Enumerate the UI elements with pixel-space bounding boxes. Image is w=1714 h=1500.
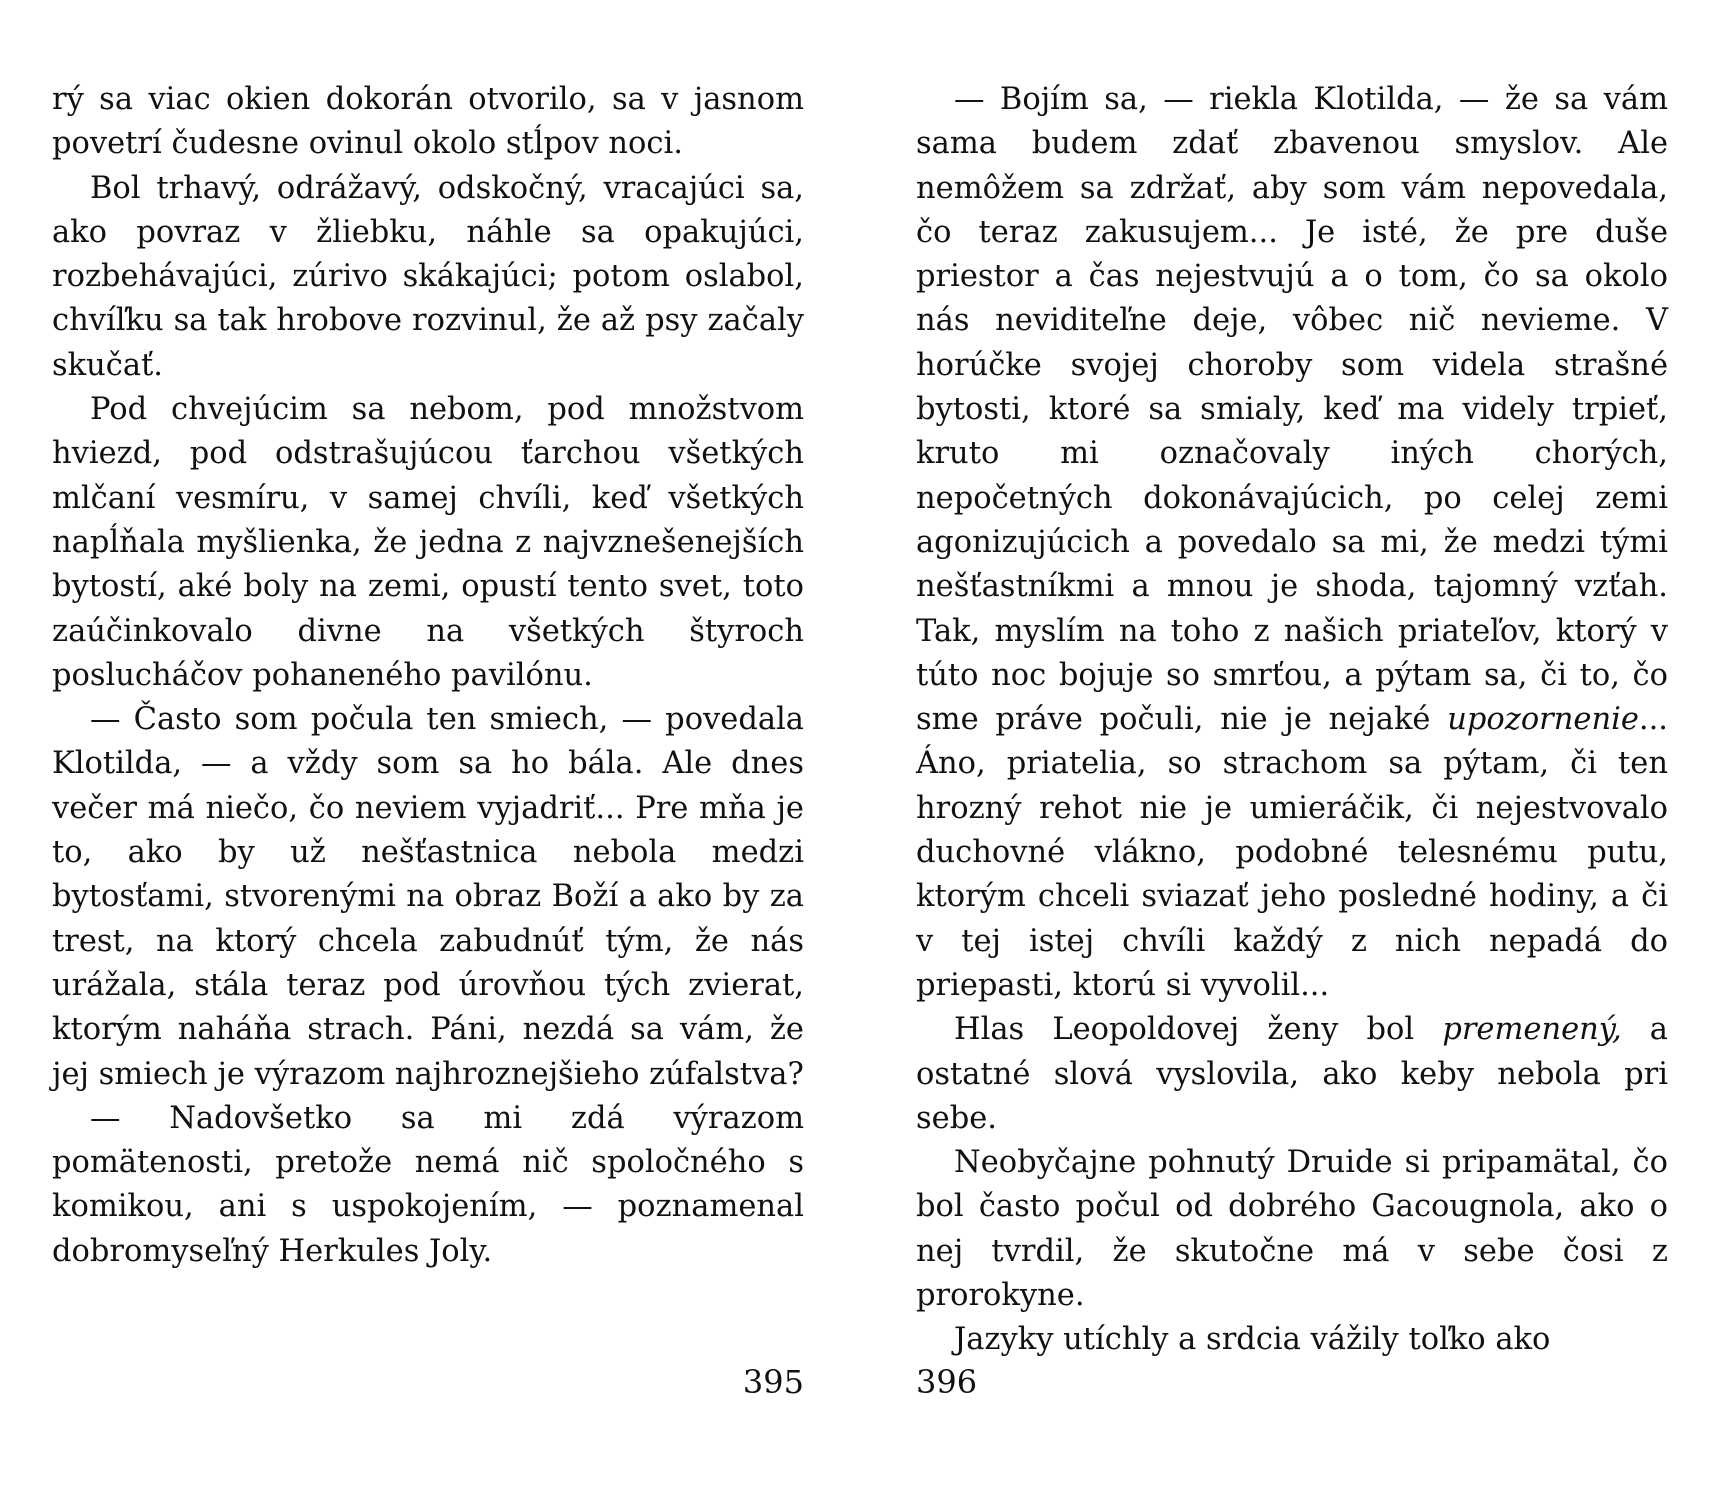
paragraph: — Často som počula ten smiech, — povedala Klotilda, — a vždy som sa ho bála. Ale dnes večer má niečo, čo neviem vyjadriť... Pre mňa je to, ako by už nešťastnica nebola medzi bytosťami, stvorenými na obraz Boží a ako by za trest, na ktorý chcela zabudnúť tým, že nás urážala, stála teraz pod úrovňou tých zvierat, ktorým naháňa strach. Páni, nezdá sa vám, že jej smiech je výrazom najhroznejšieho zúfalstva? <box>52 702 804 1092</box>
paragraph-text: Hlas Leopoldovej ženy bol <box>954 1012 1415 1048</box>
right-page <box>916 78 1668 1488</box>
page-number: 396 <box>916 1363 978 1401</box>
paragraph: rý sa viac okien dokorán otvorilo, sa v jasnom povetrí čudesne ovinul okolo stĺpov noci. <box>52 82 804 162</box>
paragraph: Jazyky utíchly a srdcia vážily toľko ako <box>954 1322 1551 1358</box>
paragraph: Bol trhavý, odrážavý, odskočný, vracajúci sa, ako povraz v žliebku, náhle sa opakujúci, rozbehávajúci, zúrivo skákajúci; potom oslabol, chvíľku sa tak hrobove rozvinul, že až psy začaly skučať. <box>52 170 804 383</box>
paragraph: Neobyčajne pohnutý Druide si pripamätal, čo bol často počul od dobrého Gacougnola, ako o nej tvrdil, že skutočne má v sebe čosi z prorokyne. <box>916 1145 1668 1314</box>
italic-emphasis: upozornenie <box>1447 702 1639 738</box>
paragraph-text: ... Áno, priatelia, so strachom sa pýtam, či ten hrozný rehot nie je umieráčik, či nejestvovalo duchovné vlákno, podobné telesnému putu, ktorým chceli sviazať jeho posledné hodiny, a či v tej istej chvíli každý z nich nepadá do priepasti, ktorú si vyvolil... <box>916 702 1668 1003</box>
paragraph: Pod chvejúcim sa nebom, pod množstvom hviezd, pod odstrašujúcou ťarchou všetkých mlčaní vesmíru, v samej chvíli, keď všetkých napĺňala myšlienka, že jedna z najvznešenejších bytostí, aké boly na zemi, opustí tento svet, toto zaúčinkovalo divne na všetkých štyroch poslucháčov pohaneného pavilónu. <box>52 392 804 693</box>
paragraph-text: a ostatné slová vyslovila, ako keby nebola pri sebe. <box>916 1012 1668 1136</box>
page-number: 395 <box>742 1363 804 1401</box>
left-page-text <box>52 78 804 1274</box>
italic-emphasis: premenený, <box>1442 1012 1622 1048</box>
paragraph <box>916 78 1668 1008</box>
paragraph-text: — Bojím sa, — riekla Klotilda, — že sa vám sama budem zdať zbavenou smyslov. Ale nemôžem sa zdržať, aby som vám nepovedala, čo teraz zakusujem... Je isté, že pre duše priestor a čas nejestvujú a o tom, čo sa okolo nás neviditeľne deje, vôbec nič nevieme. V horúčke svojej choroby som videla strašné bytosti, ktoré sa smialy, keď ma videly trpieť, kruto mi označovaly iných chorých, nepočetných dokonávajúcich, po celej zemi agonizujúcich a povedalo sa mi, že medzi tými nešťastníkmi a mnou je shoda, tajomný vzťah. Tak, myslím na toho z našich priateľov, ktorý v túto noc bojuje so smrťou, a pýtam sa, či to, čo sme práve počuli, nie je nejaké <box>916 82 1668 738</box>
right-page-text <box>916 78 1668 1363</box>
paragraph: — Nadovšetko sa mi zdá výrazom pomätenosti, pretože nemá nič spoločného s komikou, ani s uspokojením, — poznamenal dobromyseľný Herkules Joly. <box>52 1100 804 1269</box>
left-page <box>52 78 804 1488</box>
paragraph <box>916 1008 1668 1141</box>
